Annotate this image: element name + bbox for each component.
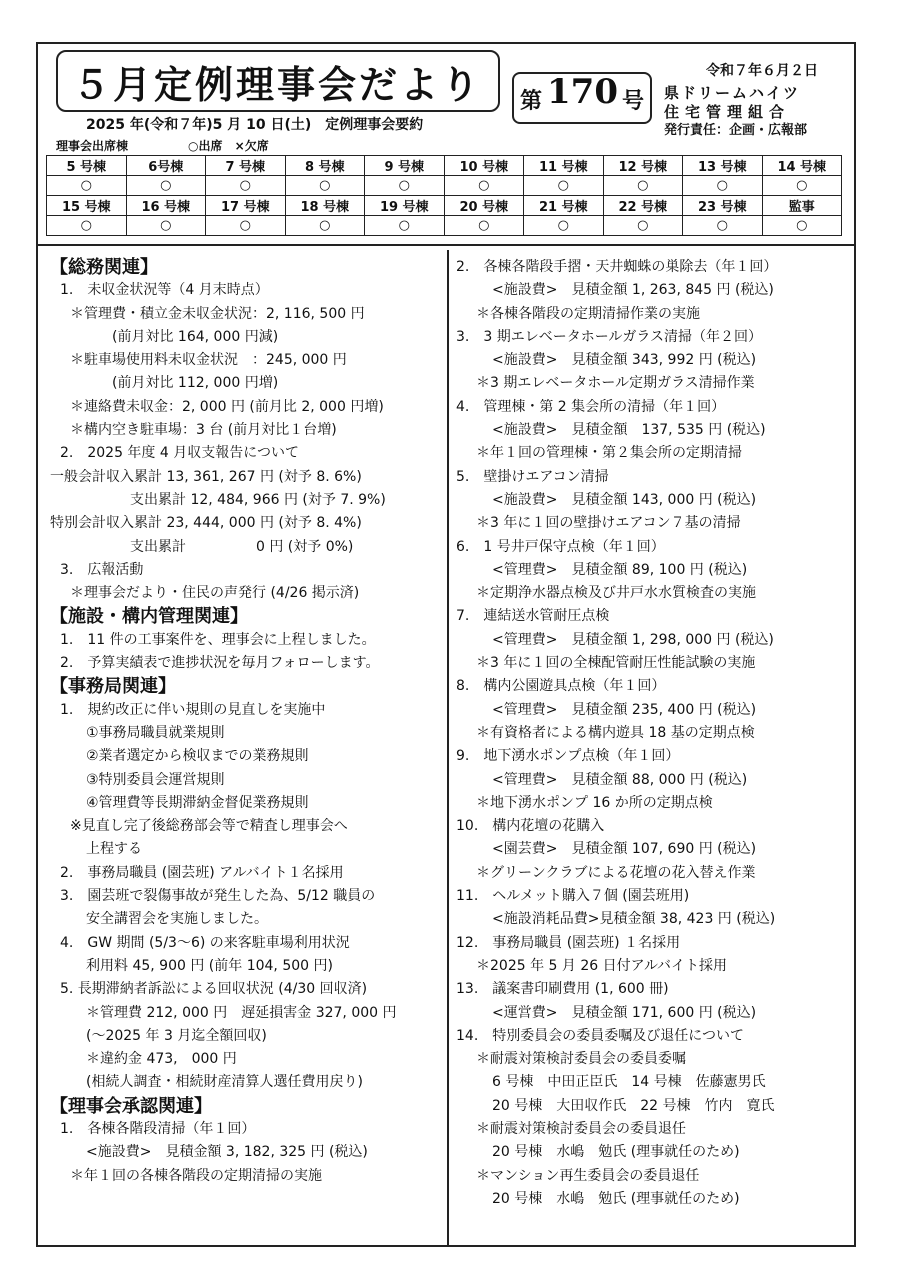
content-line: ＊駐車場使用料未収金状況 ：245, 000 円 [70, 352, 347, 369]
attendance-building: 監事 [762, 196, 842, 216]
attendance-building: 12 号棟 [603, 156, 683, 176]
issue-prefix: 第 [520, 89, 543, 114]
content-line: <施設消耗品費>見積金額 38, 423 円 (税込) [492, 911, 776, 928]
attendance-building: 17 号棟 [206, 196, 286, 216]
attendance-mark: ○ [365, 216, 445, 236]
content-line: ＊マンション再生委員会の委員退任 [476, 1167, 700, 1184]
right-column [456, 256, 848, 1211]
attendance-building: 14 号棟 [762, 156, 842, 176]
content-line: 1. 未収金状況等（4 月末時点） [60, 282, 269, 299]
content-line: 5. 壁掛けエアコン清掃 [456, 468, 609, 485]
attendance-mark: ○ [762, 176, 842, 196]
publisher-union: 住宅管理組合 [664, 103, 791, 121]
content-line: ＊管理費・積立金未収金状況：2, 116, 500 円 [70, 305, 365, 322]
content-line: <施設費> 見積金額 3, 182, 325 円 (税込) [86, 1144, 368, 1161]
content-line: ＊耐震対策検討委員会の委員委嘱 [476, 1051, 686, 1068]
attendance-building: 5 号棟 [47, 156, 127, 176]
content-line: <管理費> 見積金額 88, 000 円 (税込) [492, 771, 748, 788]
attendance-mark: ○ [444, 176, 524, 196]
attendance-building: 10 号棟 [444, 156, 524, 176]
attendance-mark: ○ [762, 216, 842, 236]
content-line: 20 号棟 水嶋 勉氏 (理事就任のため) [492, 1190, 740, 1207]
content-line: 8. 構内公園遊具点検（年１回） [456, 678, 666, 695]
attendance-label: 理事会出席棟 [56, 139, 129, 153]
content-line: ＊連絡費未収金：2, 000 円 (前月比 2, 000 円増) [70, 398, 384, 415]
content-line: <園芸費> 見積金額 107, 690 円 (税込) [492, 841, 757, 858]
content-line: <管理費> 見積金額 89, 100 円 (税込) [492, 561, 748, 578]
attendance-mark: ○ [603, 216, 683, 236]
content-line: ＊3 年に１回の全棟配管耐圧性能試験の実施 [476, 655, 756, 672]
attendance-legend: ○出席 ×欠席 [188, 139, 269, 153]
content-line: ＊各棟各階段の定期清掃作業の実施 [476, 305, 700, 322]
content-line: 10. 構内花壇の花購入 [456, 818, 605, 835]
content-line: ＊定期浄水器点検及び井戸水水質検査の実施 [476, 585, 756, 602]
content-line: 3. 園芸班で裂傷事故が発生した為、5/12 職員の [60, 888, 376, 905]
section-heading: 【施設・構内管理関連】 [50, 606, 248, 628]
attendance-table [46, 155, 842, 236]
content-line: 2. 2025 年度 4 月収支報告について [60, 445, 299, 462]
content-line: ＊2025 年 5 月 26 日付アルバイト採用 [476, 957, 728, 974]
content-line: ※見直し完了後総務部会等で精査し理事会へ [70, 818, 348, 835]
content-line: 2. 予算実績表で進捗状況を毎月フォローします。 [60, 655, 380, 672]
content-line: 14. 特別委員会の委員委嘱及び退任について [456, 1027, 744, 1044]
content-line: ＊グリーンクラブによる花壇の花入替え作業 [476, 864, 756, 881]
attendance-building: 9 号棟 [365, 156, 445, 176]
content-line: 20 号棟 大田収作氏 22 号棟 竹内 寛氏 [492, 1097, 775, 1114]
content-line: <施設費> 見積金額 1, 263, 845 円 (税込) [492, 282, 774, 299]
content-line: <運営費> 見積金額 171, 600 円 (税込) [492, 1004, 757, 1021]
content-line: 一般会計収入累計 13, 361, 267 円 (対予 8. 6%) [50, 468, 362, 485]
content-line: <管理費> 見積金額 235, 400 円 (税込) [492, 701, 757, 718]
attendance-mark: ○ [285, 176, 365, 196]
left-column [50, 256, 444, 1188]
attendance-mark: ○ [206, 176, 286, 196]
attendance-building: 22 号棟 [603, 196, 683, 216]
content-line: 3. 広報活動 [60, 561, 144, 578]
content-line: ①事務局職員就業規則 [86, 724, 225, 741]
content-line: 5. 長期滞納者訴訟による回収状況 (4/30 回収済) [60, 981, 368, 998]
content-line: 4. 管理棟・第 2 集会所の清掃（年１回） [456, 398, 726, 415]
content-line: ＊理事会だより・住民の声発行 (4/26 掲示済) [70, 585, 360, 602]
content-line: 11. ヘルメット購入７個 (園芸班用) [456, 888, 690, 905]
attendance-mark: ○ [365, 176, 445, 196]
content-line: (前月対比 164, 000 円減) [112, 328, 279, 345]
content-line: <施設費> 見積金額 143, 000 円 (税込) [492, 491, 757, 508]
content-line: <施設費> 見積金額 343, 992 円 (税込) [492, 352, 757, 369]
content-line: 安全講習会を実施しました。 [86, 911, 268, 928]
attendance-mark-row [47, 216, 842, 236]
content-line: 4. GW 期間 (5/3〜6) の来客駐車場利用状況 [60, 934, 350, 951]
attendance-building: 16 号棟 [126, 196, 206, 216]
issue-number: 170 [547, 72, 618, 112]
section-heading: 【総務関連】 [50, 257, 158, 278]
meeting-subtitle: 2025 年(令和７年)5 月 10 日(土) 定例理事会要約 [86, 117, 424, 133]
content-line: 2. 各棟各階段手摺・天井蜘蛛の巣除去（年１回） [456, 259, 778, 275]
attendance-mark: ○ [444, 216, 524, 236]
attendance-mark-row [47, 176, 842, 196]
content-line: ＊違約金 473, 000 円 [86, 1051, 237, 1068]
content-line: ＊3 年に１回の壁掛けエアコン７基の清掃 [476, 515, 741, 532]
attendance-header-row [47, 196, 842, 216]
content-line: (前月対比 112, 000 円増) [112, 375, 279, 392]
issue-suffix: 号 [622, 89, 645, 114]
column-divider [447, 250, 449, 1245]
attendance-building: 18 号棟 [285, 196, 365, 216]
content-line: 2. 事務局職員 (園芸班) アルバイト１名採用 [60, 864, 344, 881]
attendance-mark: ○ [206, 216, 286, 236]
attendance-header-row [47, 156, 842, 176]
content-line: (〜2025 年 3 月迄全額回収) [86, 1027, 267, 1044]
content-line: ＊年１回の管理棟・第２集会所の定期清掃 [476, 445, 742, 462]
content-line: 支出累計 0 円 (対予 0%) [130, 538, 354, 555]
content-line: ②業者選定から検収までの業務規則 [86, 748, 309, 765]
content-line: ＊有資格者による構内遊具 18 基の定期点検 [476, 724, 755, 741]
content-line: 上程する [86, 841, 142, 858]
attendance-building: 13 号棟 [683, 156, 763, 176]
publisher-responsibility: 発行責任：企画・広報部 [664, 123, 808, 138]
content-line: 利用料 45, 900 円 (前年 104, 500 円) [86, 957, 333, 974]
attendance-building: 7 号棟 [206, 156, 286, 176]
attendance-mark: ○ [524, 176, 604, 196]
attendance-mark: ○ [47, 176, 127, 196]
attendance-mark: ○ [683, 216, 763, 236]
publisher-name: 県ドリームハイツ [664, 84, 801, 102]
content-line: 特別会計収入累計 23, 444, 000 円 (対予 8. 4%) [50, 515, 362, 532]
content-line: ＊3 期エレベータホール定期ガラス清掃作業 [476, 375, 755, 392]
newsletter-title: ５月定例理事会だより [72, 63, 483, 107]
attendance-building: 19 号棟 [365, 196, 445, 216]
attendance-mark: ○ [285, 216, 365, 236]
content-line: <管理費> 見積金額 1, 298, 000 円 (税込) [492, 631, 774, 648]
content-line: 3. 3 期エレベータホールガラス清掃（年２回） [456, 328, 763, 345]
content-line: ＊耐震対策検討委員会の委員退任 [476, 1120, 686, 1137]
attendance-building: 20 号棟 [444, 196, 524, 216]
content-line: ④管理費等長期滞納金督促業務規則 [86, 794, 309, 811]
content-line: 20 号棟 水嶋 勉氏 (理事就任のため) [492, 1144, 740, 1161]
content-line: <施設費> 見積金額 137, 535 円 (税込) [492, 422, 766, 439]
content-line: (相続人調査・相続財産清算人選任費用戻り) [86, 1074, 363, 1091]
content-line: ＊年１回の各棟各階段の定期清掃の実施 [70, 1167, 322, 1184]
section-heading: 【理事会承認関連】 [50, 1095, 212, 1117]
content-line: 1. 各棟各階段清掃（年１回） [60, 1120, 256, 1137]
content-line: 13. 議案書印刷費用 (1, 600 冊) [456, 981, 669, 998]
content-line: 12. 事務局職員 (園芸班) １名採用 [456, 934, 681, 951]
attendance-mark: ○ [524, 216, 604, 236]
attendance-building: 15 号棟 [47, 196, 127, 216]
attendance-building: 8 号棟 [285, 156, 365, 176]
content-line: ＊地下湧水ポンプ 16 か所の定期点検 [476, 794, 713, 811]
section-heading: 【事務局関連】 [50, 676, 176, 698]
attendance-mark: ○ [47, 216, 127, 236]
attendance-mark: ○ [683, 176, 763, 196]
attendance-mark: ○ [603, 176, 683, 196]
content-line: 6. 1 号井戸保守点検（年１回） [456, 538, 665, 555]
content-line: 1. 11 件の工事案件を、理事会に上程しました。 [60, 631, 376, 648]
content-line: 6 号棟 中田正臣氏 14 号棟 佐藤憲男氏 [492, 1074, 766, 1091]
content-line: 支出累計 12, 484, 966 円 (対予 7. 9%) [130, 491, 386, 508]
attendance-mark: ○ [126, 216, 206, 236]
attendance-building: 21 号棟 [524, 196, 604, 216]
attendance-building: 23 号棟 [683, 196, 763, 216]
content-line: ＊管理費 212, 000 円 遅延損害金 327, 000 円 [86, 1004, 397, 1021]
content-line: 1. 規約改正に伴い規則の見直しを実施中 [60, 701, 326, 718]
attendance-mark: ○ [126, 176, 206, 196]
attendance-building: 11 号棟 [524, 156, 604, 176]
content-line: ＊構内空き駐車場：3 台 (前月対比１台増) [70, 422, 337, 439]
attendance-building: 6号棟 [126, 156, 206, 176]
publish-date: 令和７年６月２日 [706, 63, 818, 79]
header-divider [36, 244, 856, 246]
content-line: 9. 地下湧水ポンプ点検（年１回） [456, 748, 680, 765]
content-line: ③特別委員会運営規則 [86, 771, 225, 788]
content-line: 7. 連結送水管耐圧点検 [456, 608, 610, 625]
